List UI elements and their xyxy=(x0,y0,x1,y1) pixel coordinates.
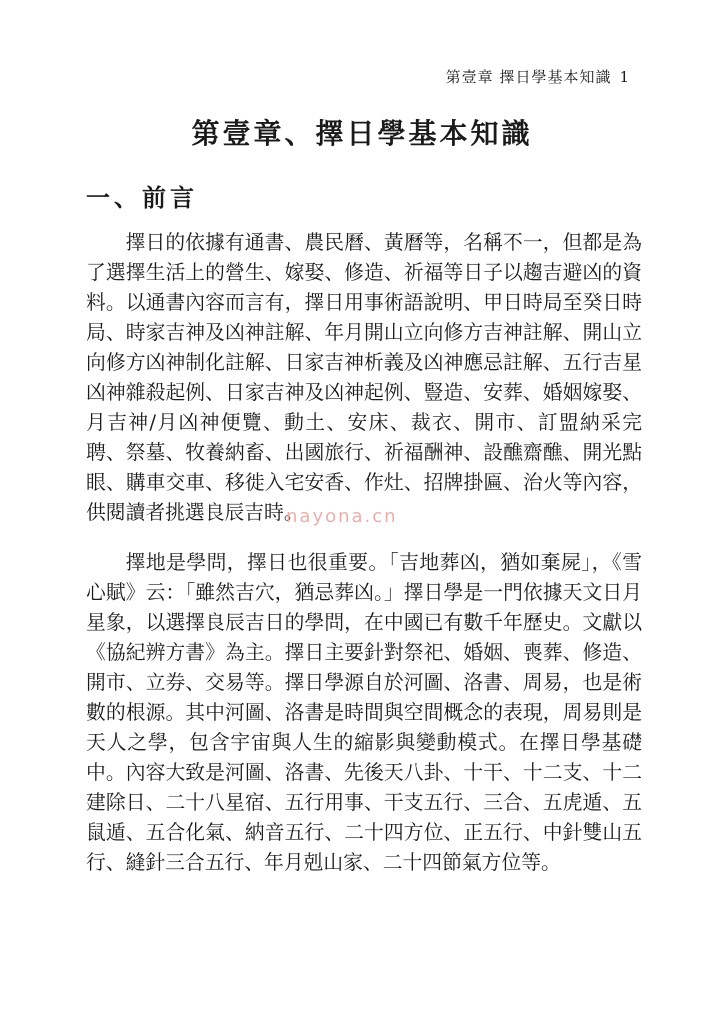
page-number: 1 xyxy=(619,68,630,86)
chapter-title: 第壹章、擇日學基本知識 xyxy=(191,117,533,150)
watermark-text: nayona.cn xyxy=(286,506,398,527)
section-heading: 一、前言 xyxy=(86,183,198,212)
running-title: 第壹章 擇日學基本知識 xyxy=(445,68,612,86)
body-paragraph-2: 擇地是學問，擇日也很重要。「吉地葬凶，猶如棄屍」，《雪心賦》云：「雖然吉穴，猶忌葬凶。」擇日學是一門依據天文日月星象，以選擇良辰吉日的學問，在中國已有數千年歷史。文獻以《協紀辨方書》為主。擇日主要針對祭祀、婚姻、喪葬、修造、開市、立券、交易等。擇日學源自於河圖、洛書、周易，也是術數的根源。其中河圖、洛書是時間與空間概念的表現，周易則是天人之學，包含宇宙與人生的縮影與變動模式。在擇日學基礎中。內容大致是河圖、洛書、先後天八卦、十干、十二支、十二建除日、二十八星宿、五行用事、干支五行、三合、五虎遁、五鼠遁、五合化氣、納音五行、二十四方位、正五行、中針雙山五行、縫針三合五行、年月剋山家、二十四節氣方位等。 xyxy=(86,551,642,874)
running-header xyxy=(446,66,630,87)
body-paragraph-1: 擇日的依據有通書、農民曆、黃曆等，名稱不一，但都是為了選擇生活上的營生、嫁娶、修造、祈福等日子以趨吉避凶的資料。以通書內容而言有，擇日用事術語說明、甲日時局至癸日時局、時家吉神及凶神註解、年月開山立向修方吉神註解、開山立向修方凶神制化註解、日家吉神析義及凶神應忌註解、五行吉星凶神雜殺起例、日家吉神及凶神起例、豎造、安葬、婚姻嫁娶、月吉神/月凶神便覽、動土、安床、裁衣、開市、訂盟納采完聘、祭墓、牧養納畜、出國旅行、祈福酬神、設醮齋醮、開光點眼、購車交車、移徙入宅安香、作灶、招牌掛匾、治火等內容，供閱讀者挑選良辰吉時。 xyxy=(86,231,642,524)
